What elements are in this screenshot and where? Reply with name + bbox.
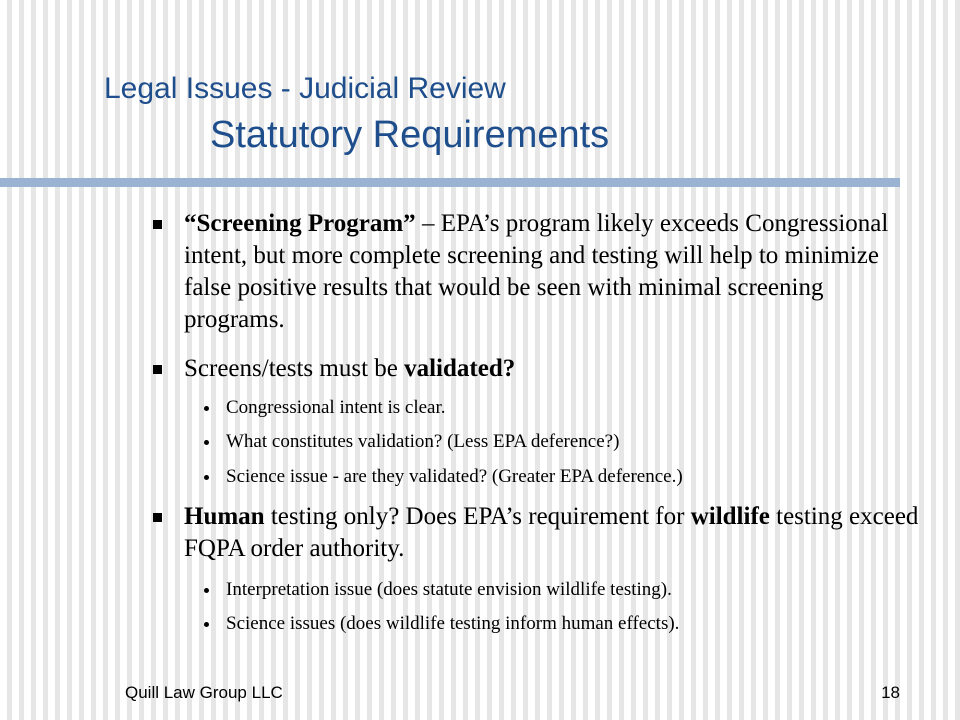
square-bullet-icon	[153, 365, 162, 374]
square-bullet-icon	[153, 513, 162, 522]
bullet-text-bold: Human	[184, 503, 265, 530]
bullet-text: testing exceed FQPA order authority.	[184, 503, 919, 562]
round-bullet-icon	[204, 406, 209, 411]
bullet-text: – EPA’s program likely exceeds Congressional intent, but more complete screening and testing will help to minimize false positive results that would be seen with minimal screening programs.	[184, 210, 889, 333]
bullet-validated	[184, 353, 924, 385]
bullet-text: Screens/tests must be	[184, 355, 405, 382]
sub-bullet-text: Congressional intent is clear.	[226, 397, 446, 418]
round-bullet-icon	[204, 475, 209, 480]
sub-bullet	[226, 612, 926, 636]
bullet-text-bold: validated?	[404, 355, 516, 382]
bullet-text: testing only? Does EPA’s requirement for	[264, 503, 691, 530]
sub-bullet-text: What constitutes validation? (Less EPA deference?)	[226, 431, 620, 452]
bullet-human-testing	[184, 501, 924, 565]
slide-title: Legal Issues - Judicial Review	[104, 72, 506, 105]
sub-bullet-text: Interpretation issue (does statute envision wildlife testing).	[226, 579, 672, 600]
sub-bullet	[226, 465, 926, 489]
sub-bullet	[226, 430, 926, 454]
slide-subtitle: Statutory Requirements	[210, 114, 610, 156]
sub-bullet	[226, 396, 926, 420]
bullet-screening-program	[184, 208, 924, 336]
bullet-text-bold: wildlife	[690, 503, 770, 530]
square-bullet-icon	[153, 220, 162, 229]
round-bullet-icon	[204, 622, 209, 627]
round-bullet-icon	[204, 440, 209, 445]
title-divider	[0, 178, 900, 187]
round-bullet-icon	[204, 588, 209, 593]
bullet-text-bold: “Screening Program”	[184, 210, 416, 237]
sub-bullet-text: Science issues (does wildlife testing inform human effects).	[226, 613, 680, 634]
footer-page-number: 18	[881, 683, 900, 702]
sub-bullet	[226, 578, 926, 602]
footer-company: Quill Law Group LLC	[125, 683, 283, 702]
sub-bullet-text: Science issue - are they validated? (Greater EPA deference.)	[226, 466, 683, 487]
